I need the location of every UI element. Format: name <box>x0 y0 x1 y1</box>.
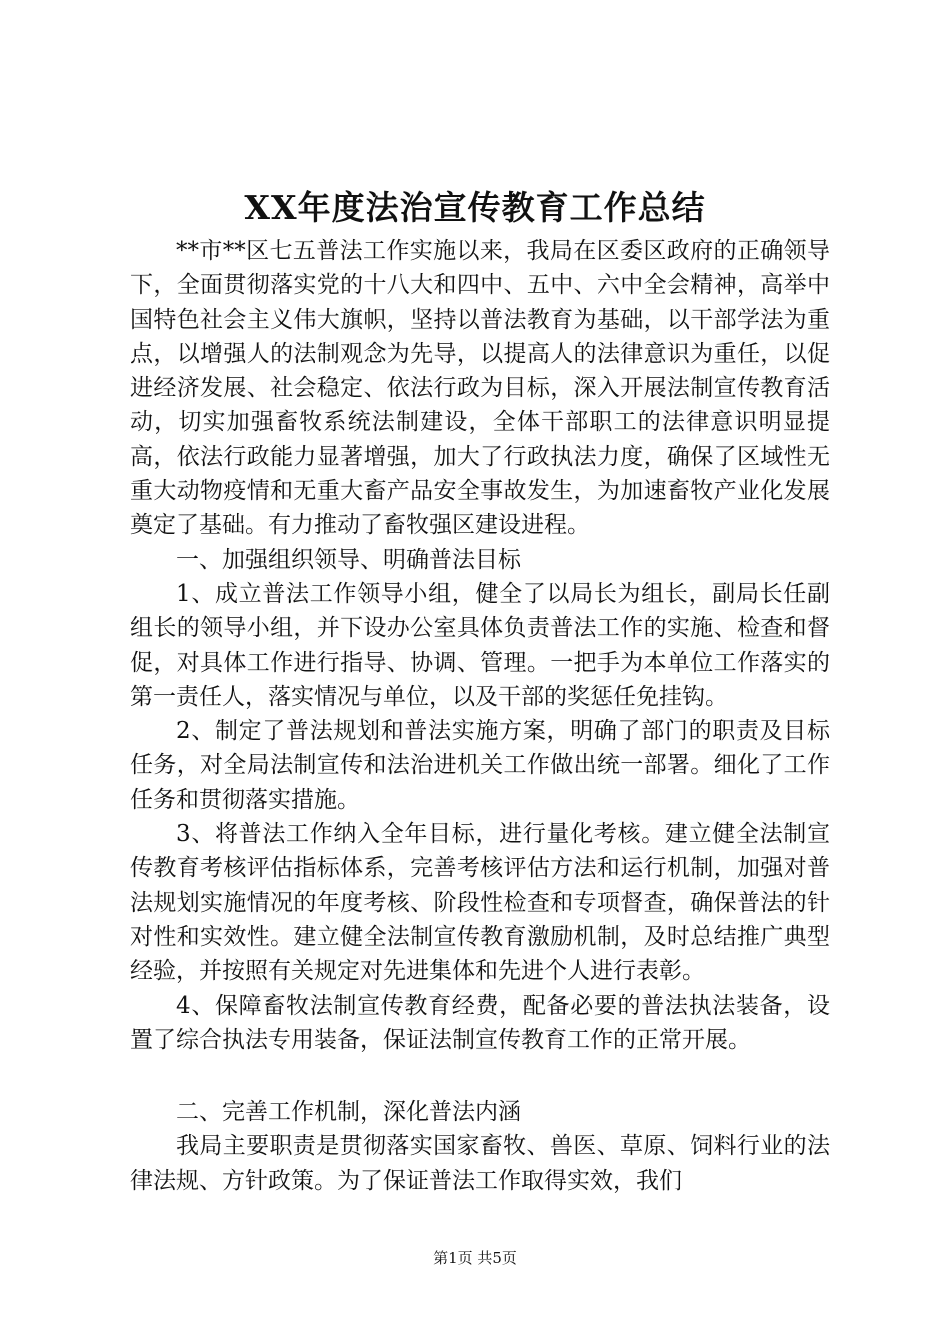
section-1-item-1: 1、成立普法工作领导小组，健全了以局长为组长，副局长任副组长的领导小组，并下设办公室具体负责普法工作的实施、检查和督促，对具体工作进行指导、协调、管理。一把手为本单位工作落实的第一责任人，落实情况与单位，以及干部的奖惩任免挂钩。 <box>130 580 830 710</box>
section-2-heading: 二、完善工作机制，深化普法内涵 <box>176 1099 521 1126</box>
section-1-item-4: 4、保障畜牧法制宣传教育经费，配备必要的普法执法装备，设置了综合执法专用装备，保证法制宣传教育工作的正常开展。 <box>130 992 830 1053</box>
section-2-paragraph: 我局主要职责是贯彻落实国家畜牧、兽医、草原、饲料行业的法律法规、方针政策。为了保证普法工作取得实效，我们 <box>130 1133 830 1194</box>
intro-paragraph: **市**区七五普法工作实施以来，我局在区委区政府的正确领导下，全面贯彻落实党的十八大和四中、五中、六中全会精神，高举中国特色社会主义伟大旗帜，坚持以普法教育为基础，以干部学法为重点，以增强人的法制观念为先导，以提高人的法律意识为重任，以促进经济发展、社会稳定、依法行政为目标，深入开展法制宣传教育活动，切实加强畜牧系统法制建设，全体干部职工的法律意识明显提高，依法行政能力显著增强，加大了行政执法力度，确保了区域性无重大动物疫情和无重大畜产品安全事故发生，为加速畜牧产业化发展奠定了基础。有力推动了畜牧强区建设进程。 <box>130 238 830 539</box>
section-1-item-2: 2、制定了普法规划和普法实施方案，明确了部门的职责及目标任务，对全局法制宣传和法治进机关工作做出统一部署。细化了工作任务和贯彻落实措施。 <box>130 718 830 813</box>
document-body <box>130 234 830 1198</box>
document-title: XX年度法治宣传教育工作总结 <box>244 188 706 227</box>
section-1-heading: 一、加强组织领导、明确普法目标 <box>176 546 521 573</box>
section-1-item-3: 3、将普法工作纳入全年目标，进行量化考核。建立健全法制宣传教育考核评估指标体系，完善考核评估方法和运行机制，加强对普法规划实施情况的年度考核、阶段性检查和专项督查，确保普法的针对性和实效性。建立健全法制宣传教育激励机制，及时总结推广典型经验，并按照有关规定对先进集体和先进个人进行表彰。 <box>130 821 830 985</box>
page-number-footer: 第1页 共5页 <box>433 1249 517 1267</box>
blank-line <box>130 1057 830 1095</box>
